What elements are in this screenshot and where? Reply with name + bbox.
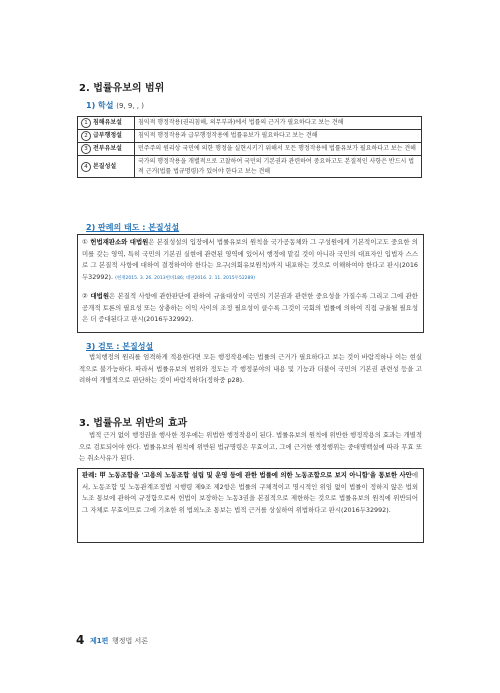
precedent-case-2: [82, 291, 418, 326]
theory-row: [78, 117, 422, 130]
review-citation: (정하중 p28).: [204, 376, 245, 385]
case-1-citation: (2016두32992).: [82, 261, 418, 281]
precedent-box: [77, 234, 424, 333]
subsection-precedent-title: 2) 판례의 태도 : 본질성설: [86, 223, 180, 232]
section-3-paragraph: 법적 근거 없이 행정권을 행사한 경우에는 위법한 행정작용이 된다. 법률유보의 원칙에 위반한 행정작용의 효과는 개별적으로 검토되어야 한다. 법률유보의 원칙에 위반된 법규명령은 무효이고, 그에 근거한 행정행위는 중대명백설에 따라 무효 또는 취소사유가 된다.: [79, 431, 422, 463]
case-2-citation: (2016두32992).: [143, 315, 194, 324]
subsection-theories-sub: (9, 9, , ): [116, 102, 144, 110]
subsection-review-title: 3) 검토 : 본질성설: [86, 342, 154, 351]
case-2-label: 대법원: [90, 292, 110, 300]
review-paragraph: [79, 352, 422, 387]
case-1-label: 헌법재판소와 대법원: [90, 238, 149, 246]
circled-number-1: ①: [82, 238, 88, 246]
precedent-case-1: [82, 237, 418, 284]
footer-part-label: 제1편: [90, 637, 109, 645]
section-2-title: 2. 법률유보의 범위: [79, 83, 165, 94]
theory-term-cell: [78, 130, 135, 143]
section-3-case-summary: : 甲 노동조합을 '고용의 노동조합 설립 및 운영 등에 관한 법률에 의한 노동조합으로 보지 아니함'을 통보한 사안: [94, 471, 412, 479]
theory-row: [78, 143, 422, 156]
section-3-case-citation: (2016두32992).: [340, 505, 391, 514]
case-2-text: 은 본질적 사항에 관한판단에 관하여 규율대상이 국민의 기본권과 관련한 중요성을 가질수록 그리고 그에 관한 공개적 토론의 필요성 또는 상충하는 이익 사이의 조정 필요성이 클수록 그것이 국회의 법률에 의하여 직접 규율될 필요성은 더 증대된다고 판시: [82, 292, 418, 324]
subsection-theories-title: [86, 100, 144, 111]
case-1-citation-secondary: (현재2015. 3. 26. 2013헌바186; 대판2016. 2. 11. 2015두52289): [115, 275, 256, 281]
theory-term: 급부행정설: [93, 132, 122, 139]
section-3-precedent-box: [77, 468, 424, 543]
theory-number: 4: [81, 162, 91, 172]
theory-number: 2: [81, 131, 91, 141]
subsection-theories-label: 1) 학설: [86, 101, 114, 110]
section-3-case-text: 에서, 노동조합 및 노동관계조정법 시행령 제9조 제2항은 법률의 구체적이고 명시적인 위임 없이 법률이 정하지 않은 법외노조 통보에 관하여 규정함으로써 헌법이 보장하는 노동3권을 본질적으로 제한하는 것으로 법률유보의 원칙에 위반되어 그 자체로 무효이므로 그에 기초한 위 법외노조 통보는 법적 근거를 상실하여 위법하다고 판시: [82, 471, 418, 514]
theory-term-cell: [78, 117, 135, 130]
theory-description: 침익적 행정작용과 급부행정작용에 법률유보가 필요하다고 보는 견해: [135, 130, 422, 143]
theory-number: 3: [81, 144, 91, 154]
theory-number: 1: [81, 118, 91, 128]
theories-table: [77, 116, 422, 178]
theory-row: [78, 156, 422, 178]
theory-description: 국가의 행정작용을 개별적으로 고찰하여 국민의 기본권과 관련하여 중요하고도 본질적인 사항은 반드시 법적 근거(법률 법규명령)가 있어야 한다고 보는 견해: [135, 156, 422, 178]
theory-term: 전부유보설: [93, 145, 122, 152]
theory-description: 침익적 행정작용(권리침해, 의무부과)에서 법률의 근거가 필요하다고 보는 견해: [135, 117, 422, 130]
circled-number-2: ②: [82, 292, 89, 300]
review-text: 법치행정의 원리를 엄격하게 적용한다면 모든 행정작용에는 법률의 근거가 필요하다고 보는 것이 바람직하나 이는 현실적으로 불가능하다. 따라서 법률유보의 범위와 정도는 각 행정분야의 내용 및 기능과 더불어 국민의 기본권 관련성 등을 고려하여 개별적으로 판단하는 것이 바람직하다: [79, 353, 422, 385]
section-3-title: 3. 법률유보 위반의 효과: [79, 418, 188, 429]
case-1-text: 은 본질성설의 입장에서 법률유보의 원칙을 국가공동체와 그 구성원에게 기본적이고도 중요한 의미를 갖는 영역, 특히 국민의 기본권 실현에 관련된 영역에 있어서 행정에 맡길 것이 아니라 국민의 대표자인 입법자 스스로 그 본질적 사항에 대하여 결정하여야 한다는 요구(의회유보원칙)까지 내포하는 것으로 이해하여야 한다고 판시: [82, 238, 418, 270]
theory-term-cell: [78, 143, 135, 156]
theory-description: 민주주의 원리상 국민에 의한 행정을 실현시키기 위해서 모든 행정작용에 법률유보가 필요하다고 보는 견해: [135, 143, 422, 156]
section-3-case-label: 판례: [82, 471, 95, 479]
theory-term-cell: [78, 156, 135, 178]
page-number: 4: [76, 633, 85, 647]
theory-row: [78, 130, 422, 143]
theory-term: 본질성설: [93, 162, 117, 170]
footer-chapter-title: 행정법 서론: [112, 637, 149, 645]
theory-term: 침해유보설: [93, 119, 122, 126]
section-3-precedent-text: [82, 470, 418, 516]
